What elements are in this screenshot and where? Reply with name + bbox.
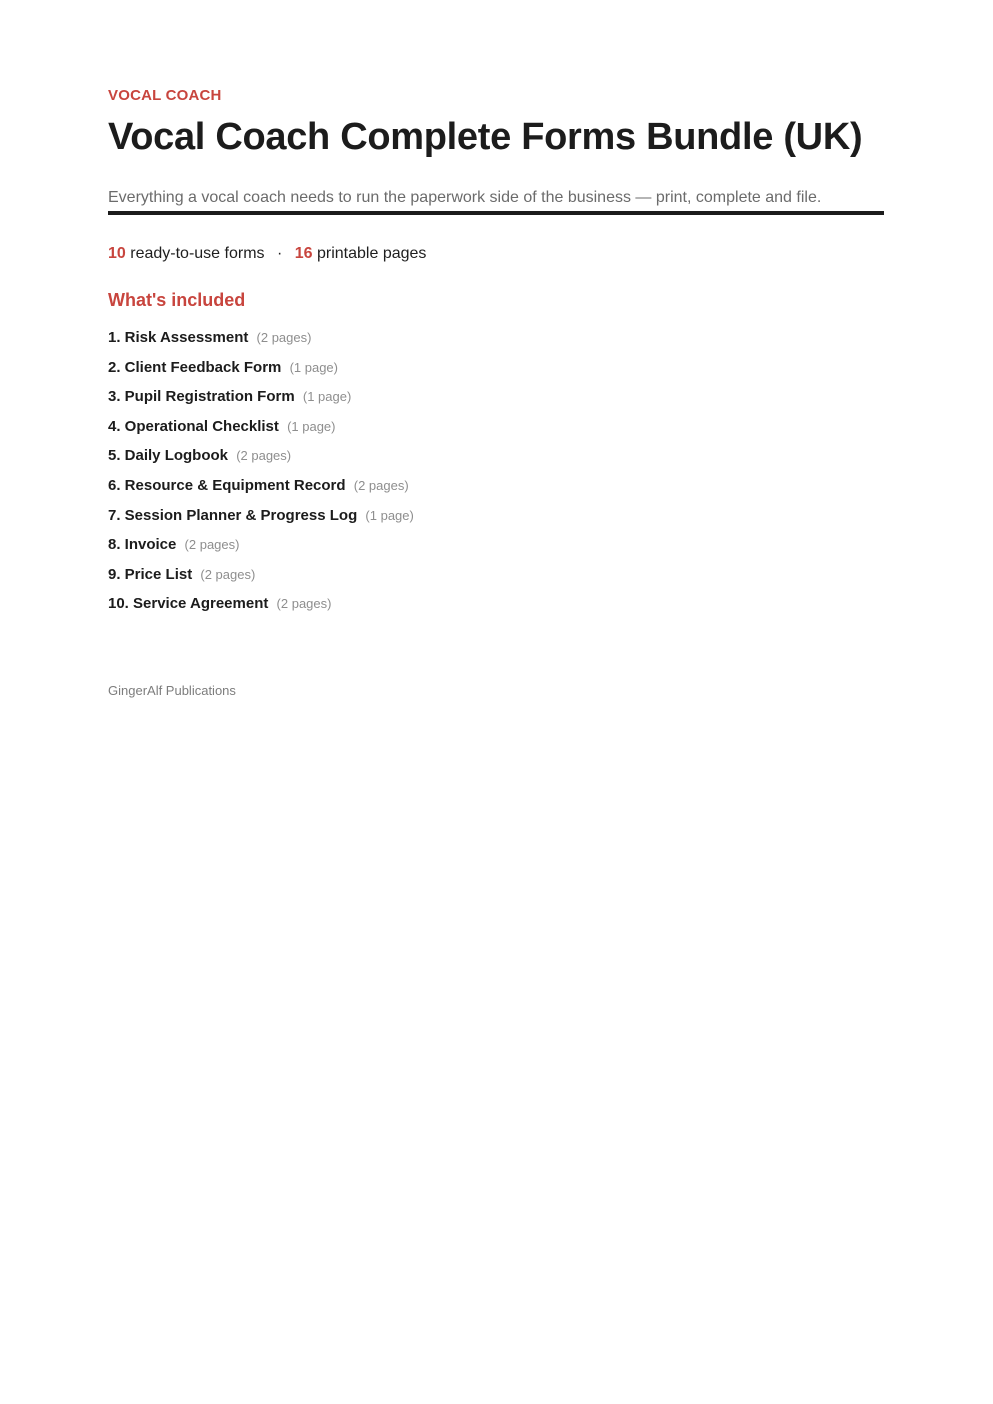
- list-item: [108, 328, 414, 358]
- page-title: Vocal Coach Complete Forms Bundle (UK): [108, 116, 863, 158]
- form-page-count: (1 page): [365, 507, 414, 523]
- form-page-count: (2 pages): [256, 330, 312, 345]
- forms-label: ready-to-use forms: [130, 245, 265, 262]
- form-page-count: (2 pages): [276, 596, 332, 612]
- list-item: [108, 417, 414, 447]
- list-item: [108, 565, 414, 595]
- form-page-count: (2 pages): [200, 566, 256, 582]
- form-name: 7. Session Planner & Progress Log: [108, 506, 358, 524]
- page-subtitle: Everything a vocal coach needs to run the paperwork side of the business — print, complete and file.: [108, 189, 822, 206]
- list-item: [108, 358, 414, 388]
- form-page-count: (2 pages): [184, 537, 240, 553]
- form-page-count: (2 pages): [236, 448, 292, 464]
- form-name: 3. Pupil Registration Form: [108, 388, 295, 406]
- form-page-count: (1 page): [289, 359, 338, 375]
- form-page-count: (1 page): [287, 418, 336, 434]
- form-name: 9. Price List: [108, 565, 193, 583]
- pages-count: 16: [294, 245, 313, 262]
- forms-count: 10: [108, 245, 126, 262]
- forms-list: [108, 328, 414, 624]
- stats-separator: ·: [276, 245, 283, 262]
- form-name: 6. Resource & Equipment Record: [108, 476, 346, 494]
- title-divider: [108, 211, 884, 215]
- bundle-stats: [108, 245, 426, 263]
- list-item: [108, 535, 414, 565]
- form-name: 1. Risk Assessment: [108, 329, 249, 346]
- form-name: 4. Operational Checklist: [108, 417, 279, 435]
- form-page-count: (2 pages): [353, 477, 409, 493]
- list-item: [108, 506, 414, 536]
- form-name: 5. Daily Logbook: [108, 447, 229, 465]
- form-name: 2. Client Feedback Form: [108, 358, 282, 376]
- form-name: 8. Invoice: [108, 536, 177, 554]
- category-label: VOCAL COACH: [108, 87, 222, 104]
- list-item: [108, 476, 414, 506]
- form-page-count: (1 page): [302, 389, 352, 405]
- list-item: [108, 594, 414, 624]
- pages-label: printable pages: [317, 245, 427, 262]
- form-name: 10. Service Agreement: [108, 595, 269, 613]
- section-heading-included: What's included: [108, 290, 246, 310]
- list-item: [108, 387, 414, 417]
- publisher-footer: GingerAlf Publications: [108, 683, 236, 698]
- list-item: [108, 446, 414, 476]
